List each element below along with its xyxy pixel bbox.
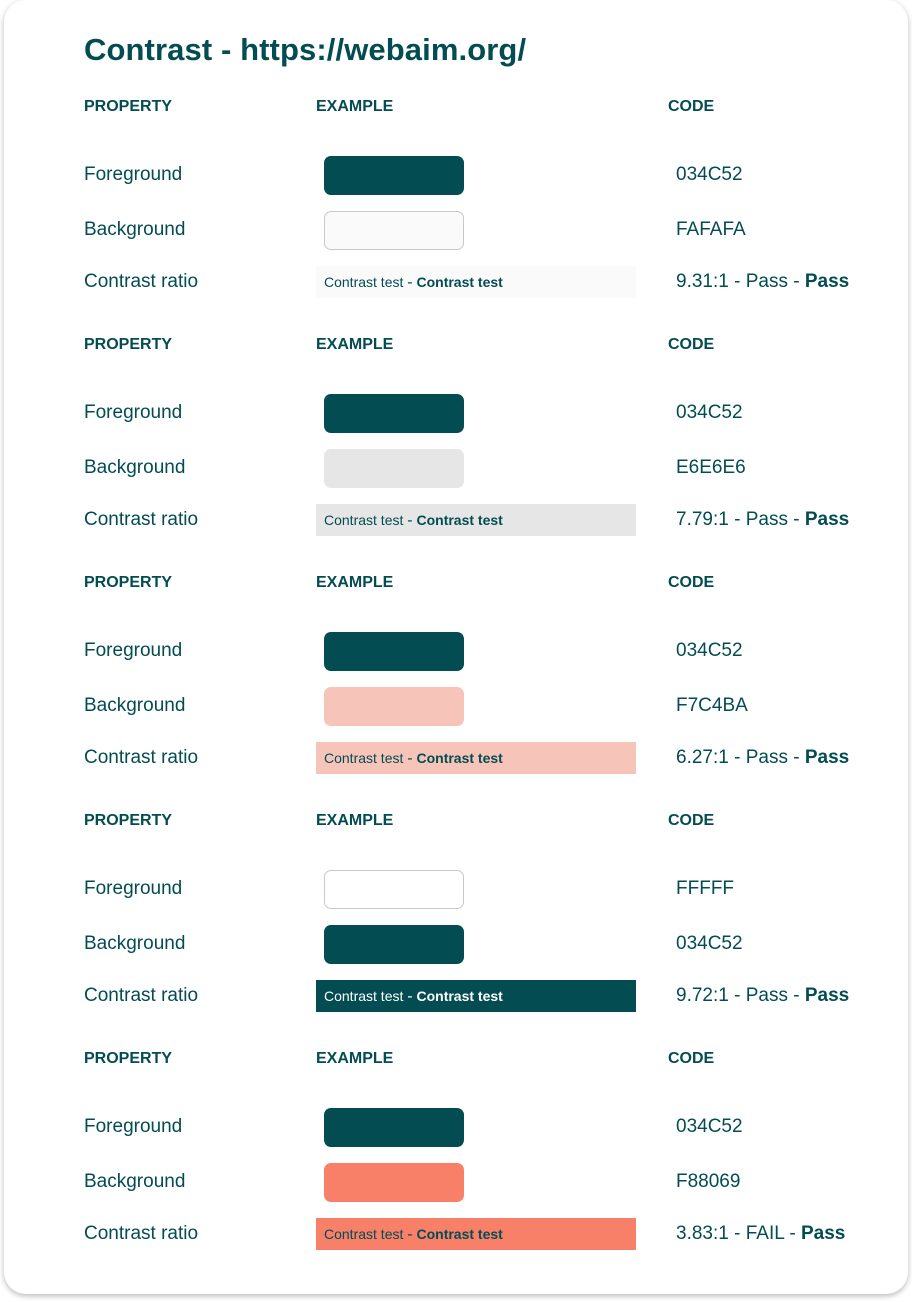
foreground-swatch xyxy=(324,1108,464,1147)
contrast-result xyxy=(676,1223,845,1245)
foreground-code: 034C52 xyxy=(676,640,743,661)
header-property: PROPERTY xyxy=(84,574,173,591)
label-background: Background xyxy=(84,457,186,478)
foreground-swatch xyxy=(324,156,464,195)
header-example: EXAMPLE xyxy=(316,812,394,829)
contrast-ratio-text: 9.72:1 - Pass - xyxy=(676,985,805,1006)
label-contrast-ratio: Contrast ratio xyxy=(84,747,199,768)
header-property: PROPERTY xyxy=(84,336,173,353)
contrast-ratio-text: 6.27:1 - Pass - xyxy=(676,747,805,768)
header-example: EXAMPLE xyxy=(316,98,394,115)
sample-bold-text: Contrast test xyxy=(416,512,503,528)
foreground-code: 034C52 xyxy=(676,402,743,423)
label-background: Background xyxy=(84,219,186,240)
label-foreground: Foreground xyxy=(84,878,183,899)
label-contrast-ratio: Contrast ratio xyxy=(84,271,199,292)
sample-bold-text: Contrast test xyxy=(416,988,503,1004)
contrast-large-result: Pass xyxy=(804,271,850,292)
header-example: EXAMPLE xyxy=(316,574,394,591)
sample-bold-text: Contrast test xyxy=(416,750,503,766)
label-contrast-ratio: Contrast ratio xyxy=(84,1223,199,1244)
header-code: CODE xyxy=(668,98,715,115)
header-example: EXAMPLE xyxy=(316,1050,394,1067)
label-foreground: Foreground xyxy=(84,402,183,423)
foreground-code: 034C52 xyxy=(676,1116,743,1137)
page-title: Contrast - https://webaim.org/ xyxy=(84,32,527,67)
sample-normal-text: Contrast test xyxy=(324,512,404,528)
background-code: 034C52 xyxy=(676,933,743,954)
background-code: F88069 xyxy=(676,1171,741,1192)
sample-normal-text: Contrast test xyxy=(324,1226,404,1242)
foreground-code: 034C52 xyxy=(676,164,743,185)
label-contrast-ratio: Contrast ratio xyxy=(84,985,199,1006)
contrast-section-4 xyxy=(4,714,908,1006)
label-foreground: Foreground xyxy=(84,640,183,661)
header-property: PROPERTY xyxy=(84,1050,173,1067)
sample-separator: - xyxy=(407,274,413,291)
header-code: CODE xyxy=(668,1050,715,1067)
contrast-large-result: Pass xyxy=(804,985,850,1006)
sample-bold-text: Contrast test xyxy=(416,1226,503,1242)
background-swatch xyxy=(324,1163,464,1202)
sample-normal-text: Contrast test xyxy=(324,988,404,1004)
background-code: F7C4BA xyxy=(676,695,748,716)
foreground-swatch xyxy=(324,632,464,671)
sample-separator: - xyxy=(407,1226,413,1243)
foreground-swatch xyxy=(324,394,464,433)
label-background: Background xyxy=(84,1171,186,1192)
header-property: PROPERTY xyxy=(84,98,173,115)
label-contrast-ratio: Contrast ratio xyxy=(84,509,199,530)
contrast-large-result: Pass xyxy=(804,747,850,768)
contrast-section-2 xyxy=(4,238,908,530)
sample-normal-text: Contrast test xyxy=(324,274,404,290)
header-example: EXAMPLE xyxy=(316,336,394,353)
contrast-ratio-text: 7.79:1 - Pass - xyxy=(676,509,805,530)
contrast-large-result: Pass xyxy=(800,1223,846,1244)
contrast-sample xyxy=(316,1218,636,1250)
header-property: PROPERTY xyxy=(84,812,173,829)
sample-normal-text: Contrast test xyxy=(324,750,404,766)
header-code: CODE xyxy=(668,812,715,829)
contrast-large-result: Pass xyxy=(804,509,850,530)
sample-separator: - xyxy=(407,512,413,529)
contrast-section-1 xyxy=(4,0,908,292)
sample-separator: - xyxy=(407,988,413,1005)
background-code: E6E6E6 xyxy=(676,457,746,478)
label-foreground: Foreground xyxy=(84,1116,183,1137)
label-background: Background xyxy=(84,933,186,954)
contrast-ratio-text: 9.31:1 - Pass - xyxy=(676,271,805,292)
contrast-card xyxy=(4,0,908,1294)
contrast-section-5 xyxy=(4,952,908,1244)
contrast-ratio-text: 3.83:1 - FAIL - xyxy=(676,1223,801,1244)
sample-separator: - xyxy=(407,750,413,767)
foreground-code: FFFFF xyxy=(676,878,735,899)
contrast-section-3 xyxy=(4,476,908,768)
background-code: FAFAFA xyxy=(676,219,746,240)
header-code: CODE xyxy=(668,574,715,591)
foreground-swatch xyxy=(324,870,464,909)
label-foreground: Foreground xyxy=(84,164,183,185)
label-background: Background xyxy=(84,695,186,716)
header-code: CODE xyxy=(668,336,715,353)
sample-bold-text: Contrast test xyxy=(416,274,503,290)
